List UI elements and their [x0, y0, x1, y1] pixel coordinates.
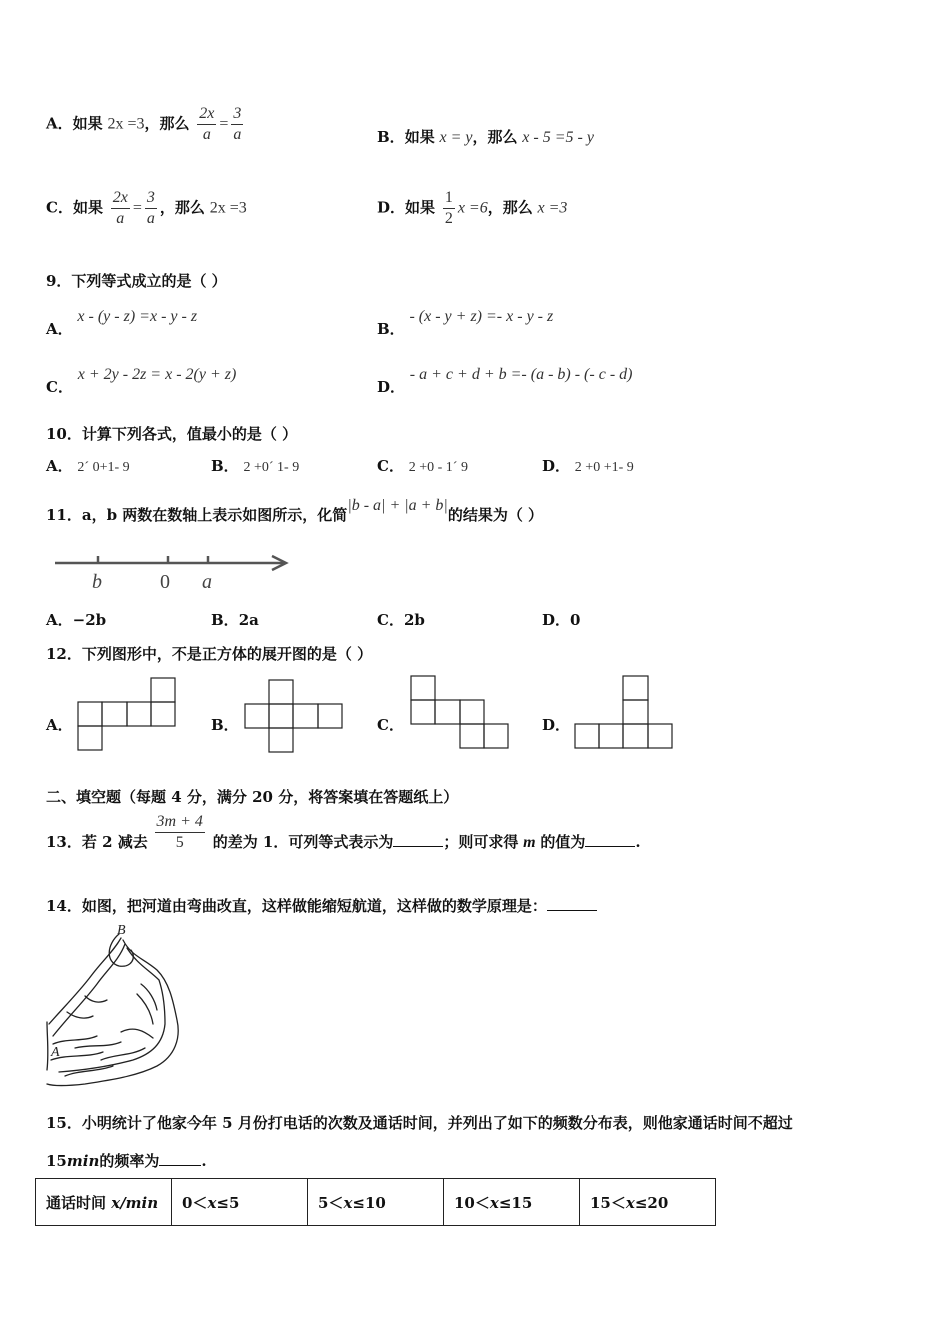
option-label: B． [211, 611, 239, 629]
cell-text: ≤5 [216, 1193, 240, 1212]
cell-text: 通话时间 [46, 1193, 107, 1212]
stem-text: 的结果为（ ） [447, 506, 544, 524]
net-square [623, 700, 648, 724]
net-square [484, 724, 508, 748]
equation: 2x =3 [107, 115, 145, 133]
stem-text: ；则可求得 [443, 832, 519, 851]
option-value: 0 [570, 611, 581, 629]
fraction [443, 188, 455, 229]
q11-option-b [211, 609, 259, 630]
q9-option-b [377, 305, 554, 338]
option-label: B． [377, 320, 405, 338]
net-square [460, 700, 484, 724]
q15-line1: 15．小明统计了他家今年 5 月份打电话的次数及通话时间，并列出了如下的频数分布表，则他家通话时间不超过 [46, 1114, 793, 1132]
frequency-table [35, 1178, 716, 1226]
q8-option-a [46, 104, 246, 145]
cell-text: ≤20 [634, 1193, 669, 1212]
net-square [575, 724, 599, 748]
table-cell [444, 1179, 580, 1226]
answer-blank[interactable] [547, 910, 597, 911]
option-label: D． [542, 611, 571, 629]
net-square [245, 704, 269, 728]
q10-option-c [377, 455, 468, 476]
table-cell [172, 1179, 308, 1226]
option-text: ，那么 [487, 198, 533, 217]
fraction [231, 104, 243, 145]
net-square [623, 676, 648, 700]
q8-option-b [377, 126, 594, 147]
stem-text: 11．a，b 两数在数轴上表示如图所示，化简 [46, 506, 348, 524]
net-square [293, 704, 318, 728]
q10-option-a [46, 455, 130, 476]
expression: |b - a| + |a + b| [347, 497, 448, 514]
option-value: 2b [403, 611, 425, 629]
net-square [269, 728, 293, 752]
option-label: D． [377, 378, 406, 396]
fraction-den: 5 [175, 834, 184, 851]
fraction-den: a [146, 210, 155, 227]
q9-option-c [46, 363, 237, 396]
equation: x - 5 =5 - y [522, 129, 594, 146]
option-label: A． [46, 611, 73, 629]
option-label: C． [377, 611, 404, 629]
cell-text: ≤15 [498, 1193, 533, 1212]
unit: min [66, 1152, 100, 1170]
equation: x =6 [457, 199, 488, 217]
equation: 2x =3 [209, 199, 247, 217]
stem-text: 14．如图，把河道由弯曲改直，这样做能缩短航道，这样做的数学原理是： [46, 897, 547, 915]
cell-text: ≤10 [352, 1193, 386, 1212]
option-label: D． [377, 198, 406, 217]
stem-text: 13．若 2 减去 [46, 832, 148, 851]
river-bank [47, 1022, 48, 1070]
net-square [460, 724, 484, 748]
river-illustration [45, 920, 185, 1092]
section-title: 二、填空题（每题 4 分，满分 20 分，将答案填在答题纸上） [46, 788, 459, 806]
option-text: ，那么 [472, 128, 518, 146]
option-label: D． [542, 457, 571, 475]
axis-label-a: a [202, 571, 212, 593]
expression: x - (y - z) =x - y - z [77, 308, 198, 325]
stem-text: . [635, 832, 641, 851]
option-text: 如果 [72, 198, 103, 217]
equation: x = y [439, 129, 473, 146]
q11-stem [46, 497, 544, 524]
stem-text: 15 [46, 1152, 67, 1170]
q13 [46, 812, 641, 853]
cell-text: 5＜ [318, 1193, 344, 1212]
cell-var: x [489, 1193, 499, 1212]
fraction [111, 188, 130, 229]
net-square [435, 700, 460, 724]
q11-option-d [542, 609, 580, 630]
expression: - (x - y + z) =- x - y - z [409, 308, 554, 325]
q12-stem: 12．下列图形中，不是正方体的展开图的是（ ） [46, 645, 373, 663]
river-wave [53, 1036, 97, 1044]
net-square [269, 680, 293, 704]
river-wave [85, 996, 107, 1002]
q12-label-d: D． [542, 716, 571, 734]
table-cell [580, 1179, 716, 1226]
number-line [50, 548, 295, 593]
river-wave [137, 994, 153, 1024]
stem-text: 的频率为 [99, 1152, 160, 1170]
cell-var: x [207, 1193, 217, 1212]
q10-option-d [542, 455, 634, 476]
net-square [151, 702, 175, 726]
q14-stem [46, 895, 597, 916]
equation: x =3 [537, 199, 568, 217]
option-label: A． [46, 457, 73, 475]
fraction-den: 2 [444, 210, 453, 227]
table-row [36, 1179, 716, 1226]
cell-text: 0＜ [182, 1193, 208, 1212]
axis-label-b: b [92, 571, 102, 593]
equals-sign: = [132, 199, 142, 217]
net-b [244, 679, 346, 755]
river-wave [121, 1029, 153, 1038]
river-wave [141, 984, 157, 1010]
net-c [410, 675, 512, 751]
net-square [102, 702, 127, 726]
stem-text: 的差为 1．可列等式表示为 [212, 832, 394, 851]
fraction-num: 2x [111, 188, 130, 209]
fraction-num: 2x [197, 104, 216, 125]
net-square [599, 724, 623, 748]
point-a-label: A [51, 1045, 60, 1060]
net-d [574, 675, 676, 751]
option-label: A． [46, 114, 73, 133]
answer-blank[interactable] [585, 846, 635, 847]
option-value: 2a [238, 611, 259, 629]
river-bank [53, 944, 125, 1036]
cell-var: x [343, 1193, 353, 1212]
fraction-den: a [233, 126, 242, 143]
expression: 2 +0´ 1- 9 [243, 460, 300, 475]
fraction-den: a [116, 210, 125, 227]
net-square [411, 676, 435, 700]
option-text: 如果 [405, 198, 436, 217]
fraction [145, 188, 157, 229]
table-header-cell [36, 1179, 172, 1226]
option-label: B． [377, 128, 405, 146]
q12-label-c: C． [377, 716, 404, 734]
river-bank [49, 938, 121, 1024]
cell-text: 15＜ [590, 1193, 626, 1212]
option-value: −2b [72, 611, 107, 629]
stem-text: 的值为 [540, 832, 586, 851]
fraction [197, 104, 216, 145]
cell-var: x/min [111, 1193, 159, 1212]
q10-stem: 10．计算下列各式，值最小的是（ ） [46, 425, 298, 443]
option-text: 如果 [404, 128, 435, 146]
option-label: C． [377, 457, 404, 475]
option-label: A． [46, 320, 73, 338]
option-text: 如果 [72, 114, 103, 133]
fraction-num: 3 [231, 104, 243, 125]
fraction-num: 3 [145, 188, 157, 209]
net-square [411, 700, 435, 724]
fraction-den: a [202, 126, 211, 143]
q11-option-c [377, 609, 425, 630]
net-square [648, 724, 672, 748]
q9-option-a [46, 305, 198, 338]
cell-text: 10＜ [454, 1193, 490, 1212]
option-label: C． [46, 378, 73, 396]
q9-option-d [377, 363, 633, 396]
q15-line2 [46, 1150, 207, 1171]
table-cell [308, 1179, 444, 1226]
expression: 2 +0 +1- 9 [574, 460, 634, 475]
option-text: ，那么 [159, 198, 205, 217]
cell-var: x [625, 1193, 635, 1212]
net-square [269, 704, 293, 728]
net-square [78, 702, 102, 726]
river-wave [67, 1012, 93, 1018]
net-square [151, 678, 175, 702]
expression: - a + c + d + b =- (a - b) - (- c - d) [409, 366, 633, 383]
option-label: B． [211, 457, 239, 475]
q10-option-b [211, 455, 299, 476]
variable: m [523, 833, 536, 851]
expression: 2 +0 - 1´ 9 [408, 460, 468, 475]
q12-label-b: B． [211, 716, 239, 734]
q11-option-a [46, 609, 106, 630]
fraction-num: 3m + 4 [155, 812, 205, 833]
axis-label-0: 0 [160, 571, 170, 593]
option-label: C． [46, 198, 73, 217]
answer-blank[interactable] [393, 846, 443, 847]
q12-label-a: A． [46, 716, 73, 734]
net-square [78, 726, 102, 750]
net-square [623, 724, 648, 748]
fraction-num: 1 [443, 188, 455, 209]
point-b-label: B [117, 923, 126, 938]
net-a [77, 677, 179, 753]
net-square [318, 704, 342, 728]
answer-blank[interactable] [159, 1165, 201, 1166]
equals-sign: = [219, 115, 229, 133]
q8-option-c [46, 188, 247, 229]
stem-text: . [201, 1152, 207, 1170]
fraction [155, 812, 205, 853]
river-wave [75, 1042, 121, 1048]
q9-stem: 9．下列等式成立的是（ ） [46, 272, 227, 290]
expression: 2´ 0+1- 9 [77, 460, 130, 475]
net-square [127, 702, 151, 726]
option-text: ，那么 [144, 114, 190, 133]
q8-option-d [377, 188, 567, 229]
expression: x + 2y - 2z = x - 2(y + z) [77, 366, 237, 383]
